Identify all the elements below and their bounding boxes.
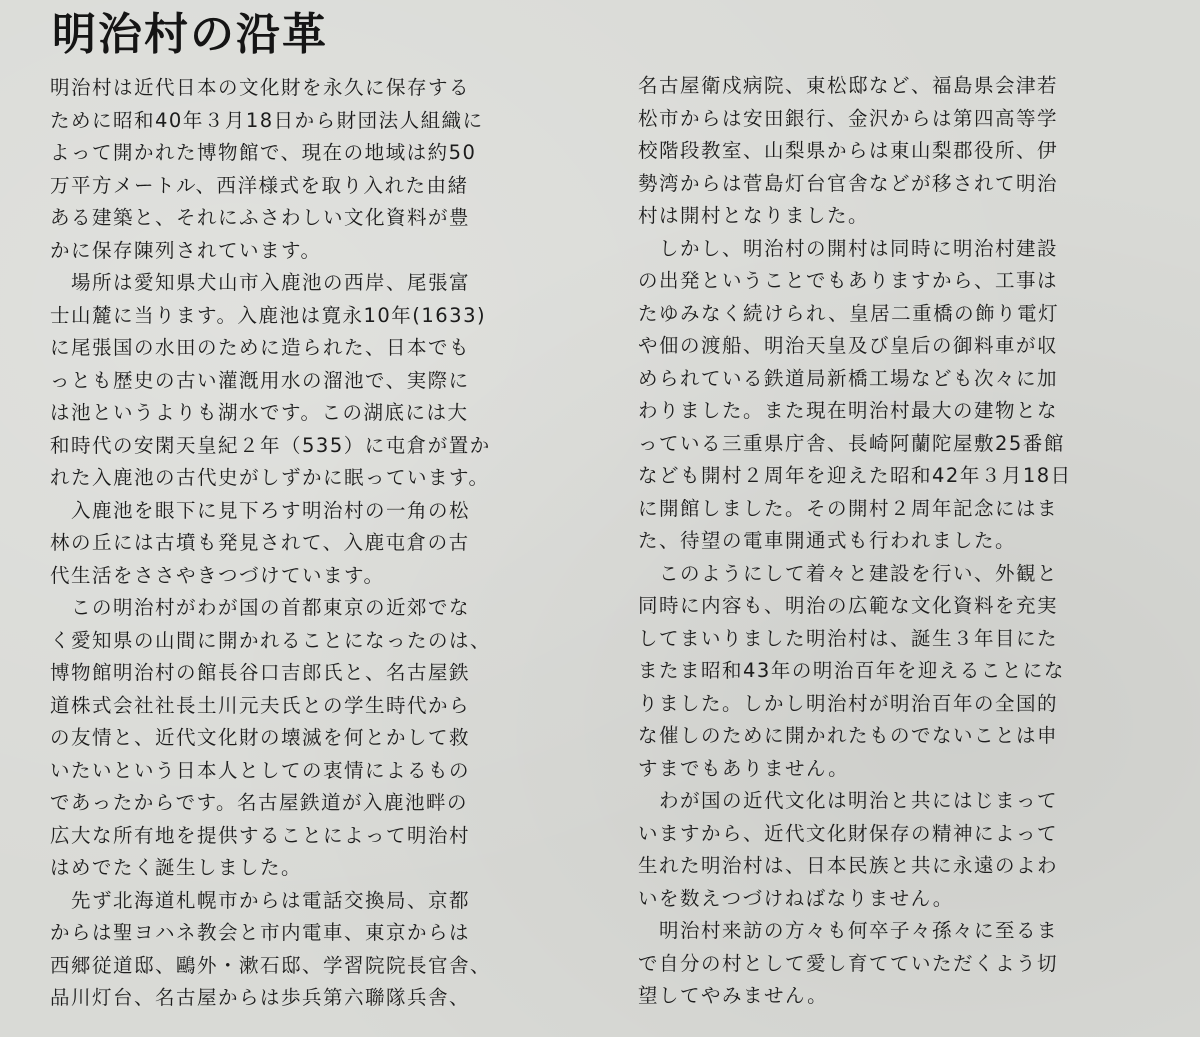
text-line: 博物館明治村の館長谷口吉郎氏と、名古屋鉄	[50, 661, 471, 684]
text-line: 西郷従道邸、鷗外・漱石邸、学習院院長官舎、	[50, 953, 492, 977]
text-line: 望してやみません。	[638, 984, 829, 1007]
text-line: の友情と、近代文化財の壊滅を何とかして救	[50, 726, 471, 749]
text-line: 士山麓に当ります。入鹿池は寛永10年(1633)	[50, 303, 487, 327]
text-line: 林の丘には古墳も発見されて、入鹿屯倉の古	[50, 531, 470, 554]
text-line: かに保存陳列されています。	[50, 238, 322, 262]
text-line: よって開かれた博物館で、現在の地域は約50	[50, 141, 477, 164]
text-line: してまいりました明治村は、誕生３年目にた	[638, 626, 1059, 650]
text-line: に尾張国の水田のために造られた、日本でも	[50, 336, 471, 359]
text-line: ために昭和40年３月18日から財団法人組織に	[50, 108, 484, 132]
text-line: 松市からは安田銀行、金沢からは第四高等学	[638, 106, 1059, 130]
text-line: わりました。また現在明治村最大の建物とな	[638, 399, 1059, 422]
text-line: の出発ということでもありますから、工事は	[638, 269, 1059, 292]
text-line: 代生活をささやきつづけています。	[50, 563, 385, 587]
text-line: な催しのために開かれたものでないことは申	[638, 724, 1059, 747]
text-line: しかし、明治村の開村は同時に明治村建設	[638, 236, 1059, 260]
text-line: わが国の近代文化は明治と共にはじまって	[638, 789, 1059, 812]
text-line: はめでたく誕生しました。	[50, 856, 303, 879]
text-line: たゆみなく続けられ、皇居二重橋の飾り電灯	[638, 301, 1060, 325]
text-line: 入鹿池を眼下に見下ろす明治村の一角の松	[50, 498, 471, 522]
text-line: 品川灯台、名古屋からは歩兵第六聯隊兵舎、	[50, 986, 471, 1009]
text-line: 勢湾からは菅島灯台官舎などが移されて明治	[638, 171, 1059, 195]
text-line: っている三重県庁舎、長崎阿蘭陀屋敷25番館	[638, 431, 1065, 455]
text-line: すまでもありません。	[638, 756, 850, 780]
text-line: からは聖ヨハネ教会と市内電車、東京からは	[50, 921, 471, 944]
text-line: 明治村は近代日本の文化財を永久に保存する	[50, 76, 471, 99]
text-line: いたいという日本人としての衷情によるもの	[50, 758, 471, 782]
text-line: 道株式会社社長土川元夫氏との学生時代から	[50, 693, 471, 717]
text-line: 和時代の安閑天皇紀２年（535）に屯倉が置か	[50, 433, 491, 457]
text-line: れた入鹿池の古代史がしずかに眠っています。	[50, 466, 490, 489]
text-line: このようにして着々と建設を行い、外観と	[638, 561, 1059, 585]
text-line: なども開村２周年を迎えた昭和42年３月18日	[638, 464, 1072, 487]
text-line: 先ず北海道札幌市からは電話交換局、京都	[50, 888, 471, 912]
text-line: この明治村がわが国の首都東京の近郊でな	[50, 596, 471, 619]
text-line: められている鉄道局新橋工場なども次々に加	[638, 366, 1059, 390]
text-line: く愛知県の山間に開かれることになったのは、	[50, 628, 492, 652]
text-line: いますから、近代文化財保存の精神によって	[638, 821, 1059, 845]
text-line: いを数えつづけねばなりません。	[638, 886, 954, 910]
text-line: 名古屋衛戍病院、東松邸など、福島県会津若	[638, 74, 1059, 97]
left-text-column	[50, 72, 595, 1015]
text-line: 生れた明治村は、日本民族と共に永遠のよわ	[638, 854, 1059, 877]
text-line: 場所は愛知県犬山市入鹿池の西岸、尾張富	[50, 271, 471, 294]
text-line: 明治村来訪の方々も何卒子々孫々に至るま	[638, 919, 1059, 942]
text-line: た、待望の電車開通式も行われました。	[638, 529, 1017, 552]
text-line: に開館しました。その開村２周年記念にはま	[638, 496, 1059, 520]
text-line: や佃の渡船、明治天皇及び皇后の御料車が収	[638, 334, 1059, 357]
text-line: で自分の村として愛し育てていただくよう切	[638, 951, 1059, 975]
text-line: ある建築と、それにふさわしい文化資料が豊	[50, 206, 471, 229]
text-line: 広大な所有地を提供することによって明治村	[50, 823, 471, 847]
text-line: は池というよりも湖水です。この湖底には大	[50, 401, 469, 424]
text-line: 校階段教室、山梨県からは東山梨郡役所、伊	[638, 139, 1059, 162]
text-line: またま昭和43年の明治百年を迎えることにな	[638, 659, 1065, 682]
text-line: 同時に内容も、明治の広範な文化資料を充実	[638, 594, 1059, 617]
text-line: 村は開村となりました。	[638, 204, 870, 227]
document-title: 明治村の沿革	[52, 9, 328, 60]
text-line: であったからです。名古屋鉄道が入鹿池畔の	[50, 791, 469, 814]
text-line: りました。しかし明治村が明治百年の全国的	[638, 691, 1059, 715]
right-text-column	[638, 70, 1183, 1013]
text-line: っとも歴史の古い灌漑用水の溜池で、実際に	[50, 368, 470, 392]
text-line: 万平方メートル、西洋様式を取り入れた由緒	[50, 173, 469, 197]
